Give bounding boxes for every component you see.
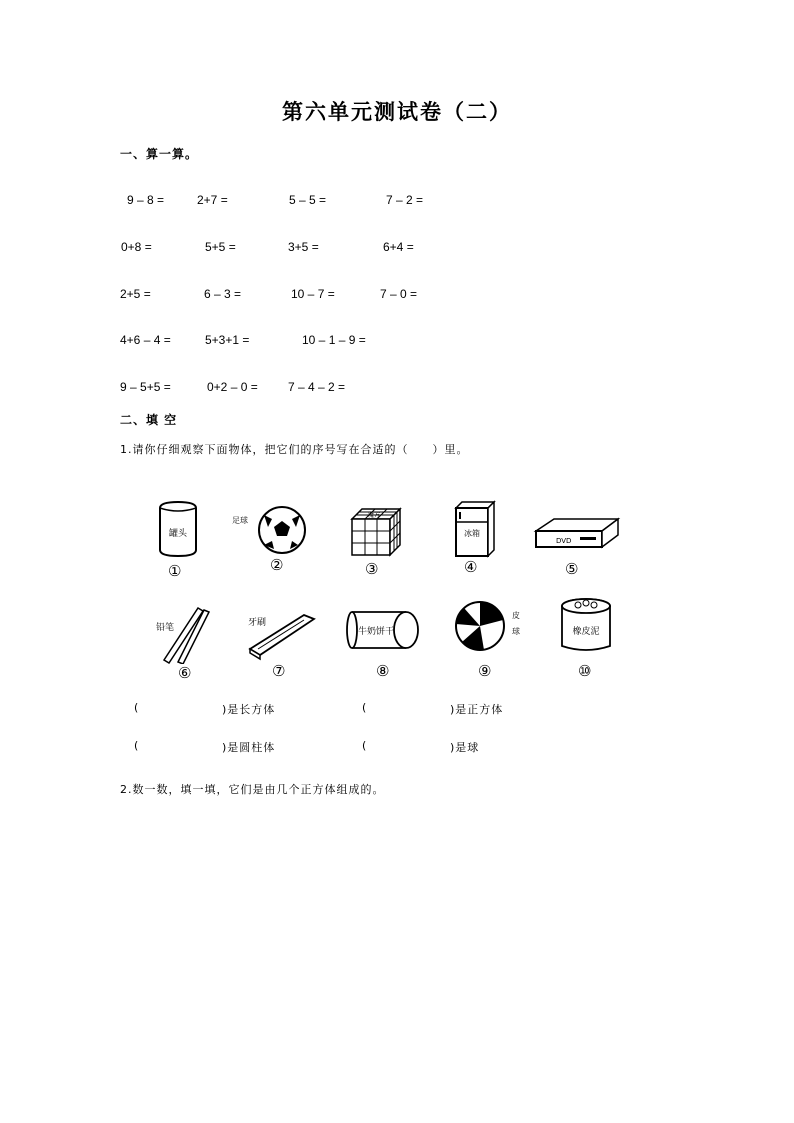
rubik-cube-icon [348,505,404,557]
answer-sphere-label: )是球 [450,741,480,754]
dvd-player-icon [532,515,622,551]
object-label-part1: 皮 [512,611,520,620]
question-2: 2.数一数，填一填，它们是由几个正方体组成的。 [120,783,385,796]
equation: 0+8 = [121,240,152,254]
equation: 10 – 7 = [291,287,335,301]
section2-heading: 二、填 空 [120,413,178,427]
object-label: 魔方 [368,512,381,519]
answer-cylinder-label: )是圆柱体 [222,741,276,754]
fridge-icon [448,500,496,558]
equation: 6 – 3 = [204,287,242,301]
page-title: 第六单元测试卷（二） [282,99,512,124]
section1-heading: 一、算一算。 [120,147,199,161]
object-label: 牙刷 [248,618,267,628]
object-number: ④ [464,558,478,576]
object-label: 牛奶饼干 [357,627,395,637]
object-number: ⑧ [376,662,390,680]
answer-cuboid-label: )是长方体 [222,703,276,716]
equation: 5+5 = [205,240,236,254]
biscuit-tube-icon [344,606,424,652]
equation: 5+3+1 = [205,333,250,347]
answer-cube-label: )是正方体 [450,703,504,716]
object-label: 足球 [232,516,248,525]
object-number: ③ [365,560,379,578]
equation: 9 – 8 = [127,193,165,207]
object-number: ① [168,562,182,580]
clay-jar-icon [556,596,616,656]
equation: 0+2 – 0 = [207,380,258,394]
equation: 10 – 1 – 9 = [302,333,366,347]
object-label-part2: 球 [512,627,520,636]
answer-open-paren[interactable]: ( [362,739,368,752]
object-number: ⑦ [272,662,286,680]
object-number: ⑩ [578,662,592,680]
object-number: ⑤ [565,560,579,578]
equation: 3+5 = [288,240,319,254]
object-number: ⑥ [178,664,192,682]
object-label: 罐头 [168,529,188,539]
beach-ball-icon [454,598,530,654]
answer-open-paren[interactable]: ( [134,701,140,714]
object-label: 冰箱 [464,529,480,538]
equation: 2+5 = [120,287,151,301]
equation: 5 – 5 = [289,193,327,207]
equation: 9 – 5+5 = [120,380,171,394]
soccer-ball-icon [228,503,308,555]
object-number: ⑨ [478,662,492,680]
equation: 4+6 – 4 = [120,333,171,347]
toothbrush-icon [244,603,320,661]
equation: 6+4 = [383,240,414,254]
object-number: ② [270,556,284,574]
equation: 7 – 4 – 2 = [288,380,346,394]
equation: 7 – 0 = [380,287,418,301]
answer-open-paren[interactable]: ( [362,701,368,714]
equation: 7 – 2 = [386,193,424,207]
answer-open-paren[interactable]: ( [134,739,140,752]
object-label: DVD [556,537,572,545]
can-icon [150,500,206,560]
equation: 2+7 = [197,193,228,207]
question-1: 1.请你仔细观察下面物体，把它们的序号写在合适的（ ）里。 [120,443,469,456]
pencils-icon [152,600,214,664]
object-label: 橡皮泥 [572,627,600,637]
object-label: 铅笔 [156,623,175,633]
